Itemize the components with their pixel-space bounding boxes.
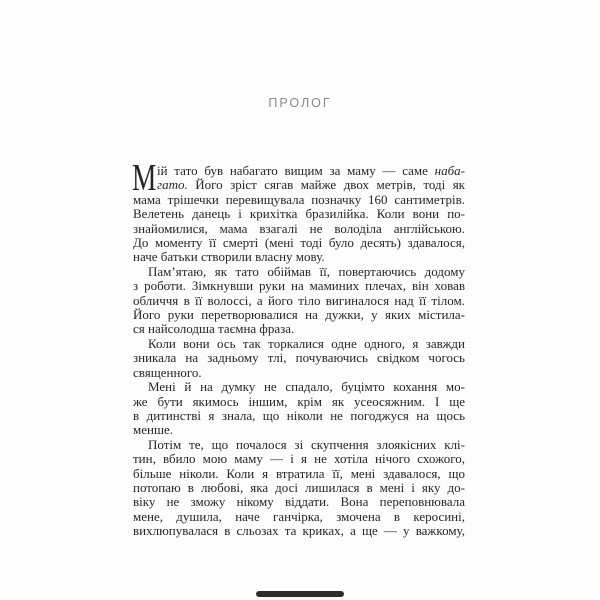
text-segment: Коли вони ось так торкалися одне одного, я завжди	[148, 335, 465, 351]
paragraph	[133, 438, 465, 539]
italic-text: гато.	[157, 177, 188, 193]
text-line	[133, 337, 465, 351]
page-body	[132, 157, 465, 539]
text-line	[133, 452, 465, 466]
text-line	[133, 524, 465, 538]
text-segment: мене, душила, наче ганчірка, змочена в керосині,	[133, 508, 465, 524]
text-line	[133, 510, 465, 524]
italic-text: наба-	[434, 163, 465, 178]
text-segment: Потім те, що почалося зі скупчення злоякісних клі-	[148, 436, 465, 452]
text-line	[133, 380, 465, 394]
text-line	[133, 495, 465, 509]
text-segment: тин, вбило мою маму — і я не хотіла нічого схожого,	[133, 451, 465, 467]
text-segment: з роботи. Зімкнувши руки на маминих плечах, він ховав	[133, 278, 465, 294]
text-line	[133, 481, 465, 495]
text-segment: Його руки перетворювалися на дужки, у яких містила-	[133, 307, 465, 323]
text-line	[133, 279, 465, 293]
text-line	[133, 222, 465, 236]
text-line	[133, 250, 465, 264]
text-segment: же бути якимось іншим, крім як усеосяжним. І ще	[133, 393, 465, 409]
text-segment: більше ніколи. Коли я втратила її, мені здавалося, що	[133, 465, 465, 481]
text-segment: наче батьки створили власну мову.	[133, 249, 325, 265]
text-line	[133, 467, 465, 481]
paragraph	[132, 157, 465, 265]
text-segment: Мені й на думку не спадало, буцімто кохання мо-	[148, 379, 465, 395]
text-segment: ій тато був набагато вищим за маму — саме	[157, 163, 435, 178]
text-line	[133, 423, 465, 437]
paragraph	[133, 265, 465, 337]
text-segment: менше.	[133, 422, 173, 438]
text-segment: Його зріст сягав майже двох метрів, тоді як	[187, 177, 465, 193]
paragraph	[133, 380, 465, 438]
text-line	[133, 308, 465, 322]
text-line	[133, 322, 465, 336]
text-segment: знайомилися, мама взагалі не володіла англійською.	[133, 220, 465, 236]
text-line	[133, 164, 465, 178]
page-title: ПРОЛОГ	[268, 96, 332, 110]
text-line	[133, 236, 465, 250]
text-segment: Велетень данець і крихітка бразилійка. Коли вони по-	[133, 206, 465, 222]
text-segment: зникала на задньому тлі, почуваючись свідком чогось	[133, 350, 465, 366]
text-segment: потопаю в любові, яка досі лишилася в мені і яку до-	[133, 479, 465, 495]
drop-cap: М	[132, 157, 157, 199]
text-segment: вихлюпувалася в сльозах та криках, а ще — у важкому,	[133, 523, 465, 539]
text-segment: священного.	[133, 364, 202, 380]
paragraph	[133, 337, 465, 380]
text-line	[133, 207, 465, 221]
home-indicator[interactable]	[256, 591, 344, 597]
text-segment: мама трішечки перевищувала позначку 160 сантиметрів.	[133, 191, 465, 207]
text-line	[133, 193, 465, 207]
text-segment: До моменту її смерті (мені тоді було десять) здавалося,	[133, 235, 465, 251]
text-line	[133, 178, 465, 192]
text-segment: обличчя в її волоссі, а його тіло вигиналося над її тілом.	[133, 292, 465, 308]
text-segment: Пам’ятаю, як тато обіймав її, повертаючись додому	[148, 263, 465, 279]
text-line	[133, 438, 465, 452]
text-line	[133, 351, 465, 365]
text-segment: ся найсолодша таємна фраза.	[133, 321, 295, 337]
text-line	[133, 366, 465, 380]
text-segment: віку не зможу нікому віддати. Вона переповнювала	[133, 494, 465, 510]
text-line	[133, 395, 465, 409]
text-segment: в дитинстві я знала, що ніколи не погоджуся на щось	[133, 407, 465, 423]
text-line	[133, 409, 465, 423]
text-line	[133, 265, 465, 279]
text-line	[133, 294, 465, 308]
